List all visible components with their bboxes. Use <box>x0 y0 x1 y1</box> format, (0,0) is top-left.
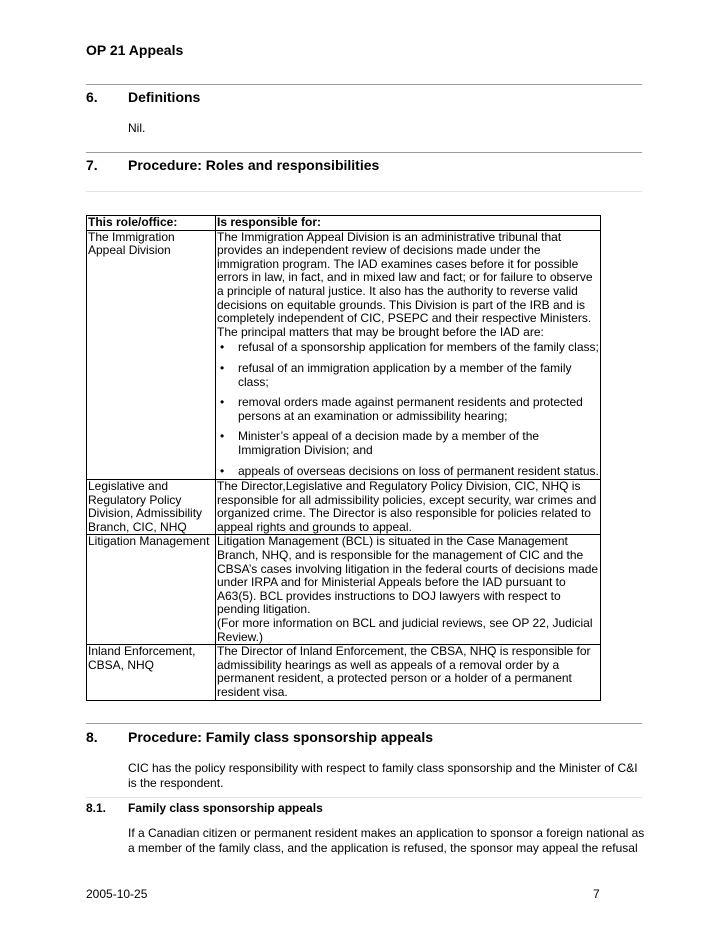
section-7-title: Procedure: Roles and responsibilities <box>128 157 380 173</box>
section-8-1-body: If a Canadian citizen or permanent resident makes an application to sponsor a foreign national as a member of the family class, and the application is refused, the sponsor may appeal the refusal <box>128 826 645 855</box>
list-item <box>217 341 599 355</box>
column-header-role: This role/office: <box>87 216 216 231</box>
footer-page-number: 7 <box>593 887 600 901</box>
role-cell: Legislative and Regulatory Policy Division, Admissibility Branch, CIC, NHQ <box>87 480 216 535</box>
list-item <box>217 362 599 389</box>
divider <box>86 84 642 85</box>
responsibility-note: (For more information on BCL and judicial reviews, see OP 22, Judicial Review.) <box>217 616 593 644</box>
roles-table <box>86 215 601 701</box>
responsibility-text: Litigation Management (BCL) is situated in the Case Management Branch, NHQ, and is responsible for the management of CIC and the CBSA’s cases involving litigation in the federal courts of decisions made under IRPA and for Ministerial Appeals before the IAD pursuant to A63(5). BCL provides instructions to DOJ lawyers with respect to pending litigation. <box>217 534 599 617</box>
divider <box>86 191 642 192</box>
section-8-title: Procedure: Family class sponsorship appeals <box>128 729 433 745</box>
section-8-1-title: Family class sponsorship appeals <box>128 801 323 815</box>
responsibility-cell: The Director of Inland Enforcement, the CBSA, NHQ is responsible for admissibility hearings as well as appeals of a removal order by a permanent resident, a protected person or a holder of a permanent resident visa. <box>216 645 601 700</box>
footer-date: 2005-10-25 <box>86 887 148 901</box>
divider <box>86 152 642 153</box>
list-item-text: refusal of a sponsorship application for members of the family class; <box>238 340 599 355</box>
column-header-responsibility: Is responsible for: <box>216 216 601 231</box>
bullet-icon: • <box>220 463 225 478</box>
list-item <box>217 430 599 457</box>
list-item-text: removal orders made against permanent residents and protected persons at an examination or admissibility hearing; <box>238 395 583 423</box>
section-6-number: 6. <box>86 89 98 105</box>
section-6-body: Nil. <box>128 121 146 135</box>
responsibility-cell <box>216 535 601 645</box>
section-8-body: CIC has the policy responsibility with respect to family class sponsorship and the Minister of C&I is the respondent. <box>128 761 638 790</box>
role-cell: Litigation Management <box>87 535 216 645</box>
list-item <box>217 396 599 423</box>
bullet-icon: • <box>220 429 225 444</box>
responsibility-cell <box>216 230 601 480</box>
responsibility-text: The Immigration Appeal Division is an administrative tribunal that provides an independent review of decisions made under the immigration program. The IAD examines cases before it for possible errors in law, in fact, and in mixed law and fact; or for failure to observe a principle of natural justice. It also has the authority to reverse valid decisions on equitable grounds. This Division is part of the IRB and is completely independent of CIC, PSEPC and their respective Ministers. The principal matters that may be brought before the IAD are: <box>217 229 593 339</box>
divider <box>86 797 642 798</box>
table-row <box>87 535 601 645</box>
page-header-title: OP 21 Appeals <box>86 42 184 58</box>
table-row <box>87 645 601 700</box>
section-8-number: 8. <box>86 729 98 745</box>
table-row <box>87 480 601 535</box>
list-item <box>217 465 599 479</box>
bullet-icon: • <box>220 395 225 410</box>
divider <box>86 723 642 724</box>
section-6-title: Definitions <box>128 89 201 105</box>
section-8-1-number: 8.1. <box>86 801 107 815</box>
list-item-text: refusal of an immigration application by a member of the family class; <box>238 360 572 389</box>
bullet-icon: • <box>220 360 225 375</box>
table-row <box>87 230 601 480</box>
bullet-icon: • <box>220 340 225 355</box>
responsibility-cell: The Director,Legislative and Regulatory Policy Division, CIC, NHQ is responsible for all admissibility policies, except security, war crimes and organized crime. The Director is also responsible for policies related to appeal rights and grounds to appeal. <box>216 480 601 535</box>
section-7-number: 7. <box>86 157 98 173</box>
role-cell: Inland Enforcement, CBSA, NHQ <box>87 645 216 700</box>
list-item-text: appeals of overseas decisions on loss of permanent resident status. <box>238 463 599 478</box>
bullet-list <box>217 341 599 478</box>
list-item-text: Minister’s appeal of a decision made by a member of the Immigration Division; and <box>238 429 540 457</box>
role-cell: The Immigration Appeal Division <box>87 230 216 480</box>
table-header-row <box>87 216 601 231</box>
